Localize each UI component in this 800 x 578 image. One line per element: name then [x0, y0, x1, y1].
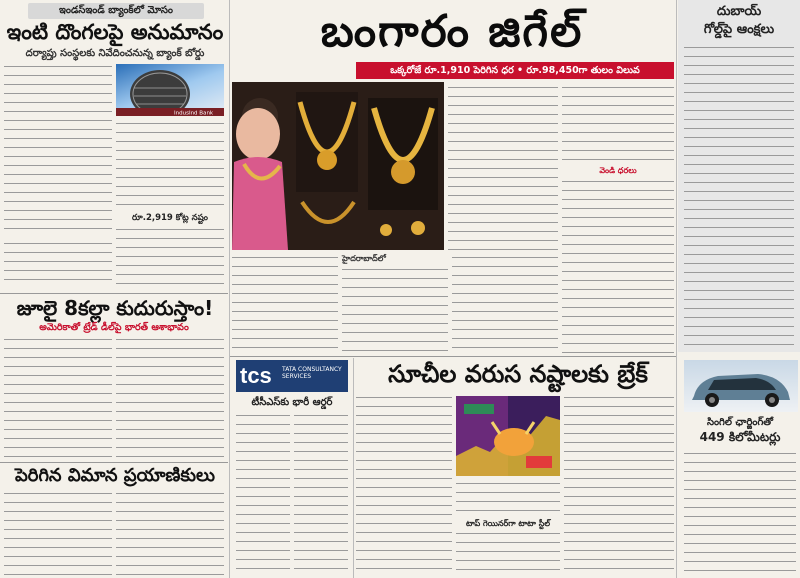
article-text-tcs: [236, 412, 290, 576]
article-text-insider-4: [4, 240, 112, 288]
divider: [0, 462, 228, 463]
left-column: [0, 0, 228, 578]
tcs-logo-text: TATA CONSULTANCY SERVICES: [282, 366, 342, 380]
bull-market-illustration: [456, 396, 560, 476]
ev-headline-2: 449 కిలోమీటర్లు: [699, 430, 781, 444]
article-text-trade: [4, 336, 112, 460]
inline-head-tata: టాప్ గెయినర్‌గా టాటా స్టీల్: [466, 519, 550, 528]
loss-figure-box: రూ.2,919 కోట్ల నష్టం: [132, 213, 208, 223]
article-text-air-2: [116, 490, 224, 576]
article-text-sensex-3: [456, 530, 560, 576]
headline-sensex: సూచీల వరుస నష్టాలకు బ్రేక్: [388, 360, 648, 388]
article-text-gold-1: [448, 84, 558, 250]
indusind-bank-photo: [116, 64, 224, 116]
lead-headline-gold: బంగారం జిగేల్: [320, 6, 584, 57]
divider: [0, 293, 228, 294]
silver-label: వెండి ధరలు: [599, 166, 637, 175]
lead-strap-gold: ఒక్కరోజే రూ.1,910 పెరిగిన ధర • రూ.98,450గా తులం విలువ: [356, 62, 674, 79]
column-rule: [676, 0, 677, 578]
kicker-indusind: ఇండస్‌ఇండ్ బ్యాంక్‌లో మోసం: [28, 3, 204, 19]
headline-trade-deal: జూలై 8కల్లా కుదురుస్తాం!: [16, 296, 214, 320]
indusind-photo-label: IndusInd Bank: [174, 110, 214, 116]
article-text-trade-2: [116, 336, 224, 460]
ev-car-photo: [684, 360, 798, 412]
article-text-gold-3: [342, 266, 448, 354]
headline-insider: ఇంటి దొంగలపై అనుమానం: [6, 20, 224, 44]
article-text-gold-right: [562, 84, 674, 164]
article-text-ev: [684, 450, 796, 576]
article-text-tcs-2: [294, 412, 348, 576]
tcs-logo: [236, 360, 348, 392]
divider: [230, 356, 676, 357]
tcs-block: [232, 358, 352, 578]
article-text-gold-right-2: [562, 178, 674, 354]
hyd-label: హైదరాబాద్‌లో: [342, 254, 386, 263]
gold-jewellery-photo: [232, 82, 444, 250]
headline-air-passengers: పెరిగిన విమాన ప్రయాణికులు: [14, 465, 216, 486]
ev-headline-1: సింగిల్ ఛార్జింగ్‌తో: [706, 417, 774, 428]
article-text-insider-2: [116, 120, 224, 212]
article-text-insider-3: [116, 226, 224, 288]
article-text-dubai: [684, 44, 794, 348]
article-text-sensex: [356, 394, 452, 576]
tcs-logo-mark: tcs: [240, 363, 272, 388]
strap-trade-deal: అమెరికాతో ట్రేడ్ డీల్‌పై భారత్ ఆశాభావం: [39, 322, 189, 333]
article-text-gold-2: [232, 254, 338, 354]
article-text-sensex-4: [564, 394, 674, 576]
article-text-air: [4, 490, 112, 576]
article-text-gold-4: [452, 254, 558, 354]
subhead-insider: దర్యాప్తు సంస్థలకు నివేదించనున్న బ్యాంక్ బోర్డు: [25, 48, 205, 59]
article-text-sensex-2: [456, 480, 560, 518]
dubai-box: [678, 0, 800, 352]
article-text-insider: [4, 63, 112, 237]
ev-car-block: [680, 358, 800, 578]
dubai-kicker: దుబాయ్: [716, 4, 762, 19]
dubai-headline: గోల్డ్‌పై ఆంక్షలు: [703, 22, 775, 37]
tcs-caption: టీసీఎస్‌కు భారీ ఆర్డర్: [251, 397, 333, 408]
column-rule: [229, 0, 230, 578]
column-rule: [353, 358, 354, 578]
